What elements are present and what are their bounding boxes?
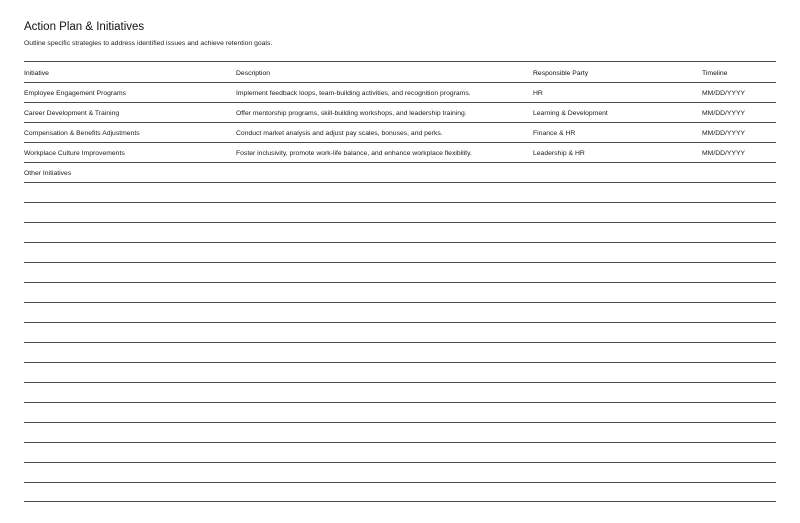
blank-row[interactable] [24,382,776,402]
page-title: Action Plan & Initiatives [24,21,145,33]
blank-row[interactable] [24,402,776,422]
table-row [24,82,776,102]
blank-row[interactable] [24,302,776,322]
other-initiatives-label: Other Initiatives [24,170,72,177]
description-cell: Foster inclusivity, promote work-life balance, and enhance workplace flexibility. [236,150,472,157]
description-cell: Conduct market analysis and adjust pay scales, bonuses, and perks. [236,130,443,137]
blank-row[interactable] [24,282,776,302]
blank-row[interactable] [24,182,776,202]
timeline-cell: MM/DD/YYYY [702,90,746,97]
timeline-cell: MM/DD/YYYY [702,110,746,117]
blank-row[interactable] [24,242,776,262]
table-row [24,102,776,122]
responsible-party-cell: Finance & HR [533,130,576,137]
responsible-party-cell: Leadership & HR [533,150,585,157]
blank-row[interactable] [24,442,776,462]
other-initiatives-row [24,162,776,182]
column-header-timeline: Timeline [702,70,728,77]
description-cell: Offer mentorship programs, skill-building workshops, and leadership training. [236,110,467,117]
blank-row[interactable] [24,362,776,382]
blank-row[interactable] [24,322,776,342]
blank-row[interactable] [24,262,776,282]
blank-row[interactable] [24,202,776,222]
initiative-cell: Employee Engagement Programs [24,90,127,97]
initiative-cell: Workplace Culture Improvements [24,150,125,157]
blank-row[interactable] [24,222,776,242]
blank-row[interactable] [24,422,776,442]
blank-row[interactable] [24,342,776,362]
initiative-cell: Career Development & Training [24,110,120,117]
page-subtitle: Outline specific strategies to address identified issues and achieve retention goals. [24,40,273,47]
responsible-party-cell: Learning & Development [533,110,608,117]
timeline-cell: MM/DD/YYYY [702,130,746,137]
blank-row[interactable] [24,482,776,502]
initiative-cell: Compensation & Benefits Adjustments [24,130,140,137]
timeline-cell: MM/DD/YYYY [702,150,746,157]
responsible-party-cell: HR [533,90,543,97]
description-cell: Implement feedback loops, team-building activities, and recognition programs. [236,90,471,97]
initiatives-table [24,61,776,502]
table-header-row [24,61,776,82]
blank-row[interactable] [24,462,776,482]
column-header-description: Description [236,70,270,77]
table-row [24,122,776,142]
column-header-responsible-party: Responsible Party [533,70,589,77]
table-row [24,142,776,162]
column-header-initiative: Initiative [24,70,49,77]
